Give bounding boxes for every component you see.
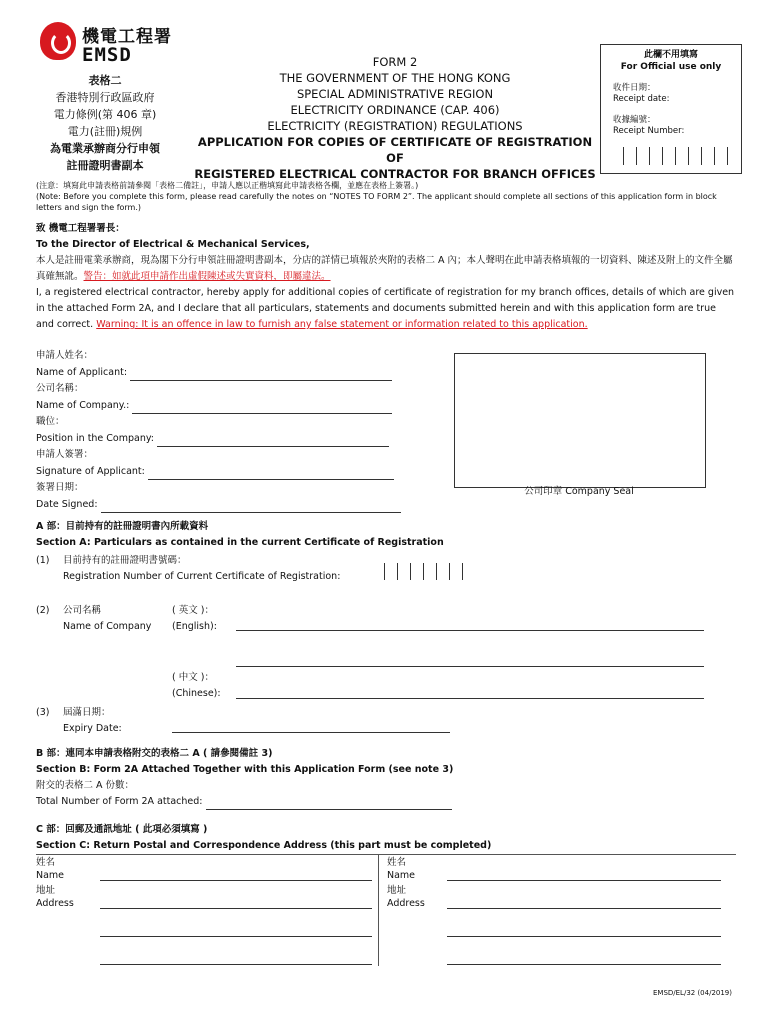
- section-b: [36, 746, 736, 810]
- zh-title-line: 電力(註冊)規例: [67, 125, 143, 138]
- company-name-label-zh: 公司名稱: [63, 605, 102, 616]
- left-address-label: [36, 884, 74, 910]
- company-name-english-field[interactable]: [236, 620, 704, 631]
- expiry-label: [63, 705, 122, 737]
- total-form-label-en: Total Number of Form 2A attached:: [36, 796, 203, 807]
- item-number: (3): [36, 707, 50, 718]
- address-label-en: Address: [36, 898, 74, 909]
- form-code: EMSD/EL/32 (04/2019): [652, 989, 732, 997]
- item-number: (2): [36, 605, 50, 616]
- en-title-line: ELECTRICITY (REGISTRATION) REGULATIONS: [267, 119, 523, 133]
- zh-title-line: 表格二: [88, 74, 122, 87]
- warning-zh: 警告：如就此項申請作出虛假陳述或失實資料，即屬違法。: [83, 271, 331, 282]
- addressee-en: To the Director of Electrical & Mechanical Services,: [36, 239, 310, 250]
- reg-number-label-zh: 目前持有的註冊證明書號碼：: [63, 555, 187, 566]
- official-use-box: [600, 44, 742, 174]
- address-label-zh: 地址: [36, 885, 56, 896]
- name-of-company-field[interactable]: [132, 403, 392, 414]
- return-address-field-right-2[interactable]: [447, 926, 721, 937]
- section-c-title-zh: C 部：回郵及通訊地址 ( 此項必須填寫 ): [36, 824, 208, 835]
- zh-title-line: 電力條例(第 406 章): [53, 108, 157, 121]
- note-zh: (注意：填寫此申請表格前請參閱「表格二備註」，申請人應以正楷填寫此申請表格各欄，並應在表格上簽署。): [36, 181, 419, 190]
- en-title-line: REGISTERED ELECTRICAL CONTRACTOR FOR BRANCH OFFICES: [194, 167, 596, 181]
- section-b-title-zh: B 部：連同本申請表格附交的表格二 A ( 請參閱備註 3): [36, 748, 273, 759]
- left-name-label: [36, 856, 64, 882]
- logo-chinese: 機電工程署: [82, 27, 172, 47]
- right-address-label: [387, 884, 425, 910]
- name-label-en: Name of Applicant:: [36, 366, 128, 378]
- form-note: [36, 180, 736, 213]
- date-signed-field[interactable]: [101, 502, 401, 513]
- return-address-field-left-1[interactable]: [100, 898, 372, 909]
- section-a-title-zh: A 部：目前持有的註冊證明書內所載資料: [36, 521, 209, 532]
- chinese-label: [172, 670, 221, 702]
- logo-english: EMSD: [82, 44, 132, 66]
- company-name-chinese-field[interactable]: [236, 688, 704, 699]
- note-en: (Note: Before you complete this form, please read carefully the notes on “NOTES TO FORM 2”. The applicant should complete all sections of this application form in block letters and sign the form.): [36, 192, 717, 212]
- return-name-field-right[interactable]: [447, 870, 721, 881]
- declaration-zh: 本人是註冊電業承辦商，現為閣下分行申領註冊證明書副本，分店的詳情已填報於夾附的表格二 A 內；本人聲明在此申請表格填報的一切資料、陳述及附上的文件全屬真確無訛。: [36, 255, 733, 282]
- return-address-field-left-3[interactable]: [100, 954, 372, 965]
- zh-title-line: 香港特別行政區政府: [55, 91, 155, 104]
- company-seal-label: 公司印章 Company Seal: [524, 486, 634, 497]
- address-label-zh: 地址: [387, 885, 407, 896]
- english-title: [190, 54, 600, 182]
- total-form-2a-field[interactable]: [206, 799, 452, 810]
- company-name-label: [63, 603, 151, 635]
- name-label-en: Name: [387, 870, 416, 881]
- en-title-line: ELECTRICITY ORDINANCE (CAP. 406): [290, 103, 500, 117]
- english-label-en: (English):: [172, 621, 217, 632]
- applicant-fields: [36, 348, 436, 513]
- official-heading-en: For Official use only: [620, 62, 722, 72]
- en-title-line: THE GOVERNMENT OF THE HONG KONG: [279, 71, 511, 85]
- section-a: [36, 519, 736, 551]
- declaration: [36, 221, 736, 333]
- expiry-label-en: Expiry Date:: [63, 723, 122, 734]
- english-label: [172, 603, 217, 635]
- section-c: [36, 822, 736, 854]
- name-label-en: Name: [36, 870, 65, 881]
- official-heading-zh: 此欄不用填寫: [643, 50, 698, 60]
- return-address-field-left-2[interactable]: [100, 926, 372, 937]
- receipt-number-en: Receipt Number:: [613, 126, 685, 136]
- company-label-en: Name of Company.:: [36, 399, 130, 411]
- position-field[interactable]: [157, 436, 389, 447]
- en-title-line: APPLICATION FOR COPIES OF CERTIFICATE OF REGISTRATION OF: [197, 135, 593, 165]
- receipt-number-boxes: [623, 147, 741, 165]
- warning-en: Warning: It is an offence in law to furnish any false statement or information related to this application.: [96, 319, 588, 330]
- expiry-date-field[interactable]: [172, 722, 450, 733]
- return-name-field-left[interactable]: [100, 870, 372, 881]
- section-c-divider: [36, 854, 736, 855]
- signature-label-en: Signature of Applicant:: [36, 465, 145, 477]
- return-address-field-right-1[interactable]: [447, 898, 721, 909]
- reg-number-label-en: Registration Number of Current Certificate of Registration:: [63, 571, 341, 582]
- signature-label-zh: 申請人簽署：: [36, 449, 94, 460]
- item-number: (1): [36, 555, 50, 566]
- section-c-title-en: Section C: Return Postal and Correspondence Address (this part must be completed): [36, 840, 492, 851]
- position-label-zh: 職位：: [36, 416, 65, 427]
- reg-number-label: [63, 553, 340, 585]
- name-of-applicant-field[interactable]: [130, 370, 392, 381]
- chinese-label-zh: ( 中文 )：: [172, 672, 214, 683]
- company-seal-box[interactable]: [454, 353, 706, 488]
- section-b-title-en: Section B: Form 2A Attached Together with this Application Form (see note 3): [36, 764, 454, 775]
- receipt-date-zh: 收件日期：: [613, 83, 656, 93]
- zh-title-line: 註冊證明書副本: [66, 159, 144, 172]
- position-label-en: Position in the Company:: [36, 432, 155, 444]
- address-label-en: Address: [387, 898, 425, 909]
- name-label-zh: 姓名: [387, 857, 407, 868]
- signature-field[interactable]: [148, 469, 394, 480]
- emsd-logo-icon: [40, 22, 76, 60]
- name-label-zh: 姓名: [36, 857, 56, 868]
- en-title-line: FORM 2: [372, 55, 418, 69]
- section-a-title-en: Section A: Particulars as contained in the current Certificate of Registration: [36, 537, 444, 548]
- reg-number-boxes[interactable]: [384, 563, 463, 580]
- english-label-zh: ( 英文 )：: [172, 605, 214, 616]
- section-c-vertical-divider: [378, 854, 379, 966]
- expiry-label-zh: 屆滿日期：: [63, 707, 111, 718]
- return-address-field-right-3[interactable]: [447, 954, 721, 965]
- receipt-number-zh: 收據編號：: [613, 115, 656, 125]
- date-label-en: Date Signed:: [36, 498, 98, 510]
- declaration-en: I, a registered electrical contractor, hereby apply for additional copies of certificate of registration for my branch offices, details of which are given in the attached Form 2A, and I declare that all particulars, statements and documents submitted herein and with this application form are true and correct.: [36, 287, 735, 330]
- company-name-english-field-2[interactable]: [236, 656, 704, 667]
- addressee-zh: 致 機電工程署署長：: [36, 223, 125, 234]
- date-label-zh: 簽署日期：: [36, 482, 84, 493]
- chinese-title: [30, 72, 180, 174]
- en-title-line: SPECIAL ADMINISTRATIVE REGION: [296, 87, 494, 101]
- company-label-zh: 公司名稱：: [36, 383, 84, 394]
- total-form-label-zh: 附交的表格二 A 份數：: [36, 780, 135, 791]
- name-label-zh: 申請人姓名：: [36, 350, 94, 361]
- zh-title-line: 為電業承辦商分行申領: [50, 142, 160, 155]
- receipt-date-en: Receipt date:: [613, 94, 670, 104]
- company-name-label-en: Name of Company: [63, 621, 152, 632]
- right-name-label: [387, 856, 415, 882]
- chinese-label-en: (Chinese):: [172, 688, 221, 699]
